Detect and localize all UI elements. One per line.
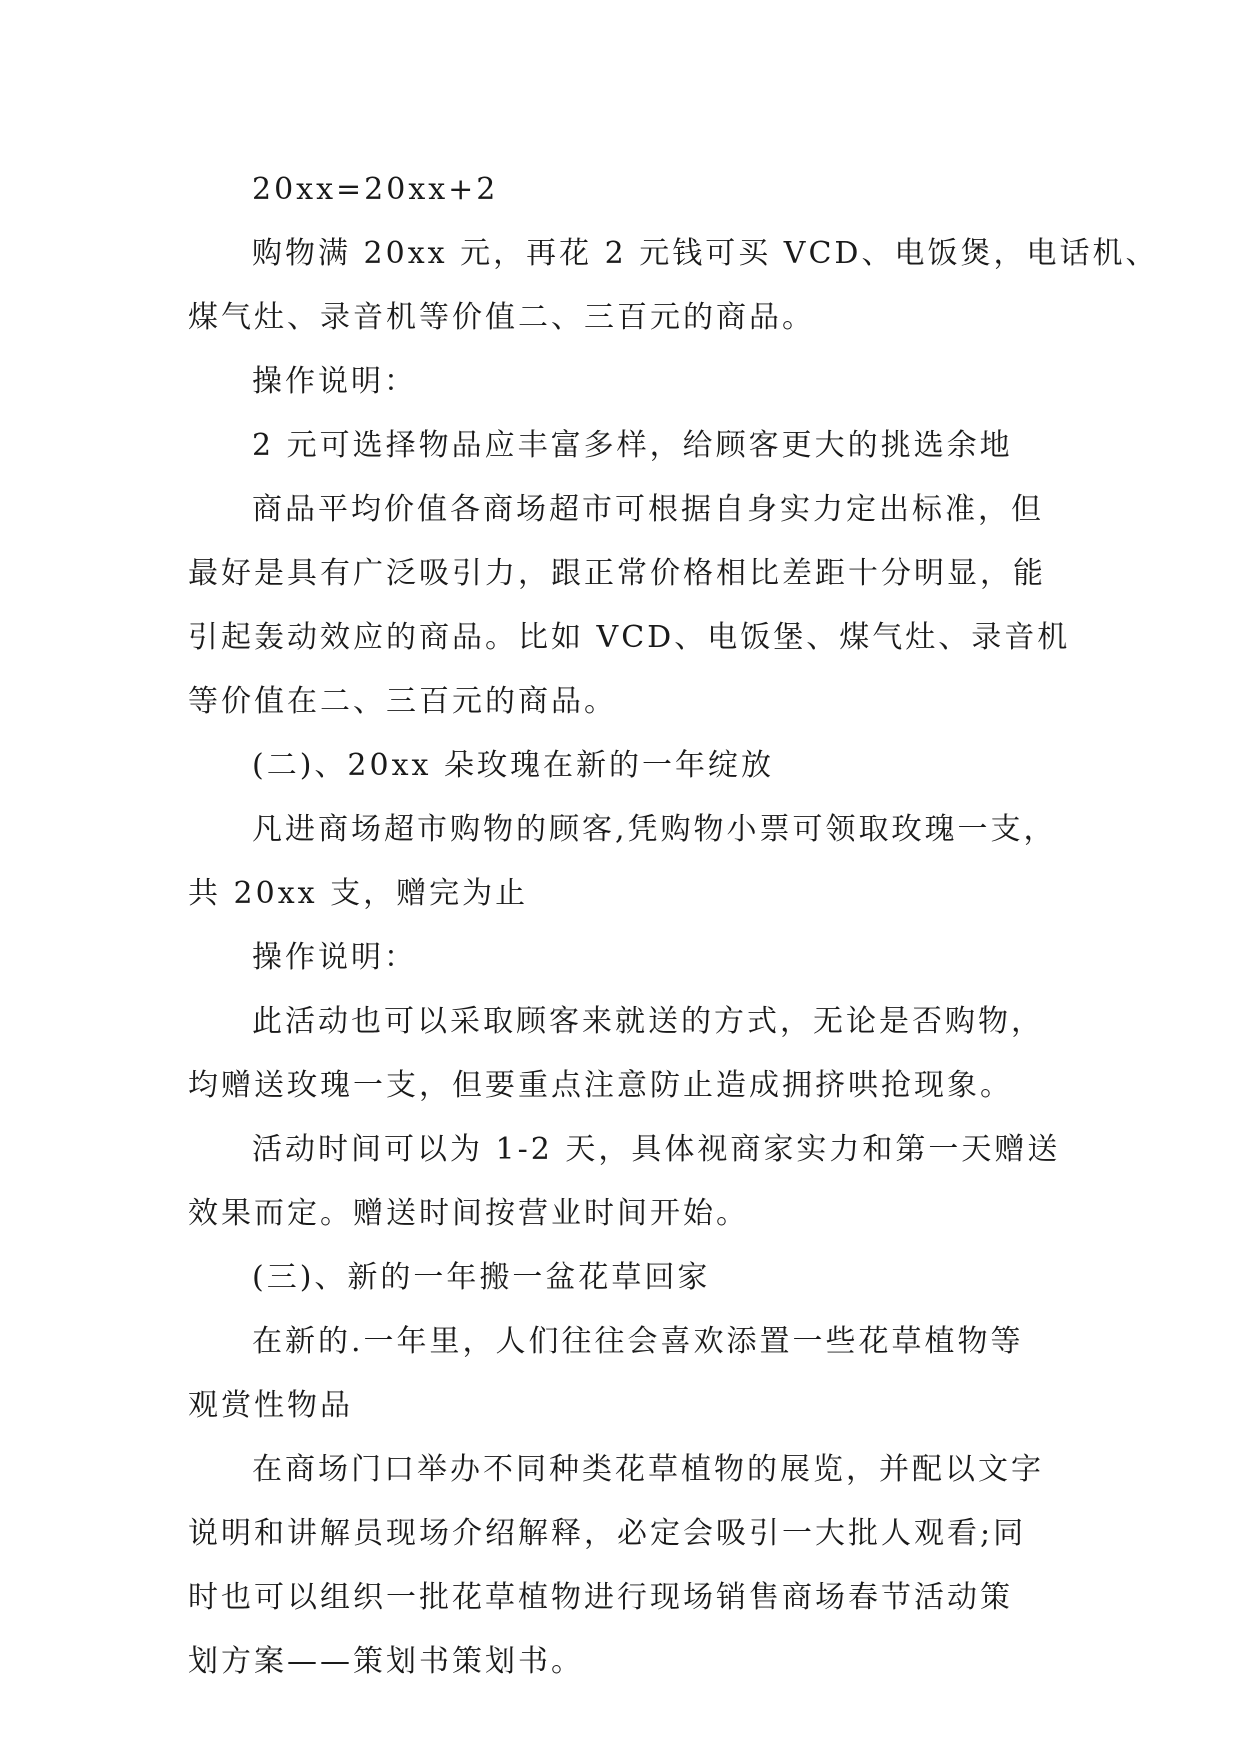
paragraph-line: 在商场门口举办不同种类花草植物的展览，并配以文字 — [252, 1452, 1044, 1487]
paragraph-line: 引起轰动效应的商品。比如 VCD、电饭堡、煤气灶、录音机 — [188, 620, 1071, 655]
section-label: 操作说明： — [252, 940, 417, 975]
section-heading: (三)、新的一年搬一盆花草回家 — [252, 1260, 711, 1295]
formula-line: 20xx=20xx+2 — [252, 172, 499, 207]
paragraph-line: 效果而定。赠送时间按营业时间开始。 — [188, 1196, 749, 1231]
paragraph-line: 商品平均价值各商场超市可根据自身实力定出标准，但 — [252, 492, 1044, 527]
paragraph-line: 等价值在二、三百元的商品。 — [188, 684, 617, 719]
paragraph-line: 最好是具有广泛吸引力，跟正常价格相比差距十分明显，能 — [188, 556, 1046, 591]
paragraph-line: 说明和讲解员现场介绍解释，必定会吸引一大批人观看;同 — [188, 1516, 1027, 1551]
paragraph-line: 购物满 20xx 元，再花 2 元钱可买 VCD、电饭煲，电话机、 — [252, 236, 1159, 271]
paragraph-line: 凡进商场超市购物的顾客,凭购物小票可领取玫瑰一支， — [252, 812, 1057, 847]
paragraph-line: 在新的.一年里，人们往往会喜欢添置一些花草植物等 — [252, 1324, 1024, 1359]
paragraph-line: 煤气灶、录音机等价值二、三百元的商品。 — [188, 300, 815, 335]
paragraph-line: 此活动也可以采取顾客来就送的方式，无论是否购物， — [252, 1004, 1044, 1039]
section-label: 操作说明： — [252, 364, 417, 399]
paragraph-line: 2 元可选择物品应丰富多样，给顾客更大的挑选余地 — [252, 428, 1013, 463]
paragraph-line: 均赠送玫瑰一支，但要重点注意防止造成拥挤哄抢现象。 — [188, 1068, 1013, 1103]
paragraph-line: 观赏性物品 — [188, 1388, 353, 1423]
paragraph-line: 活动时间可以为 1-2 天，具体视商家实力和第一天赠送 — [252, 1132, 1061, 1167]
paragraph-line: 划方案——策划书策划书。 — [188, 1644, 584, 1679]
paragraph-line: 共 20xx 支，赠完为止 — [188, 876, 529, 911]
paragraph-line: 时也可以组织一批花草植物进行现场销售商场春节活动策 — [188, 1580, 1013, 1615]
document-page — [188, 158, 1159, 1694]
section-heading: (二)、20xx 朵玫瑰在新的一年绽放 — [252, 748, 774, 783]
